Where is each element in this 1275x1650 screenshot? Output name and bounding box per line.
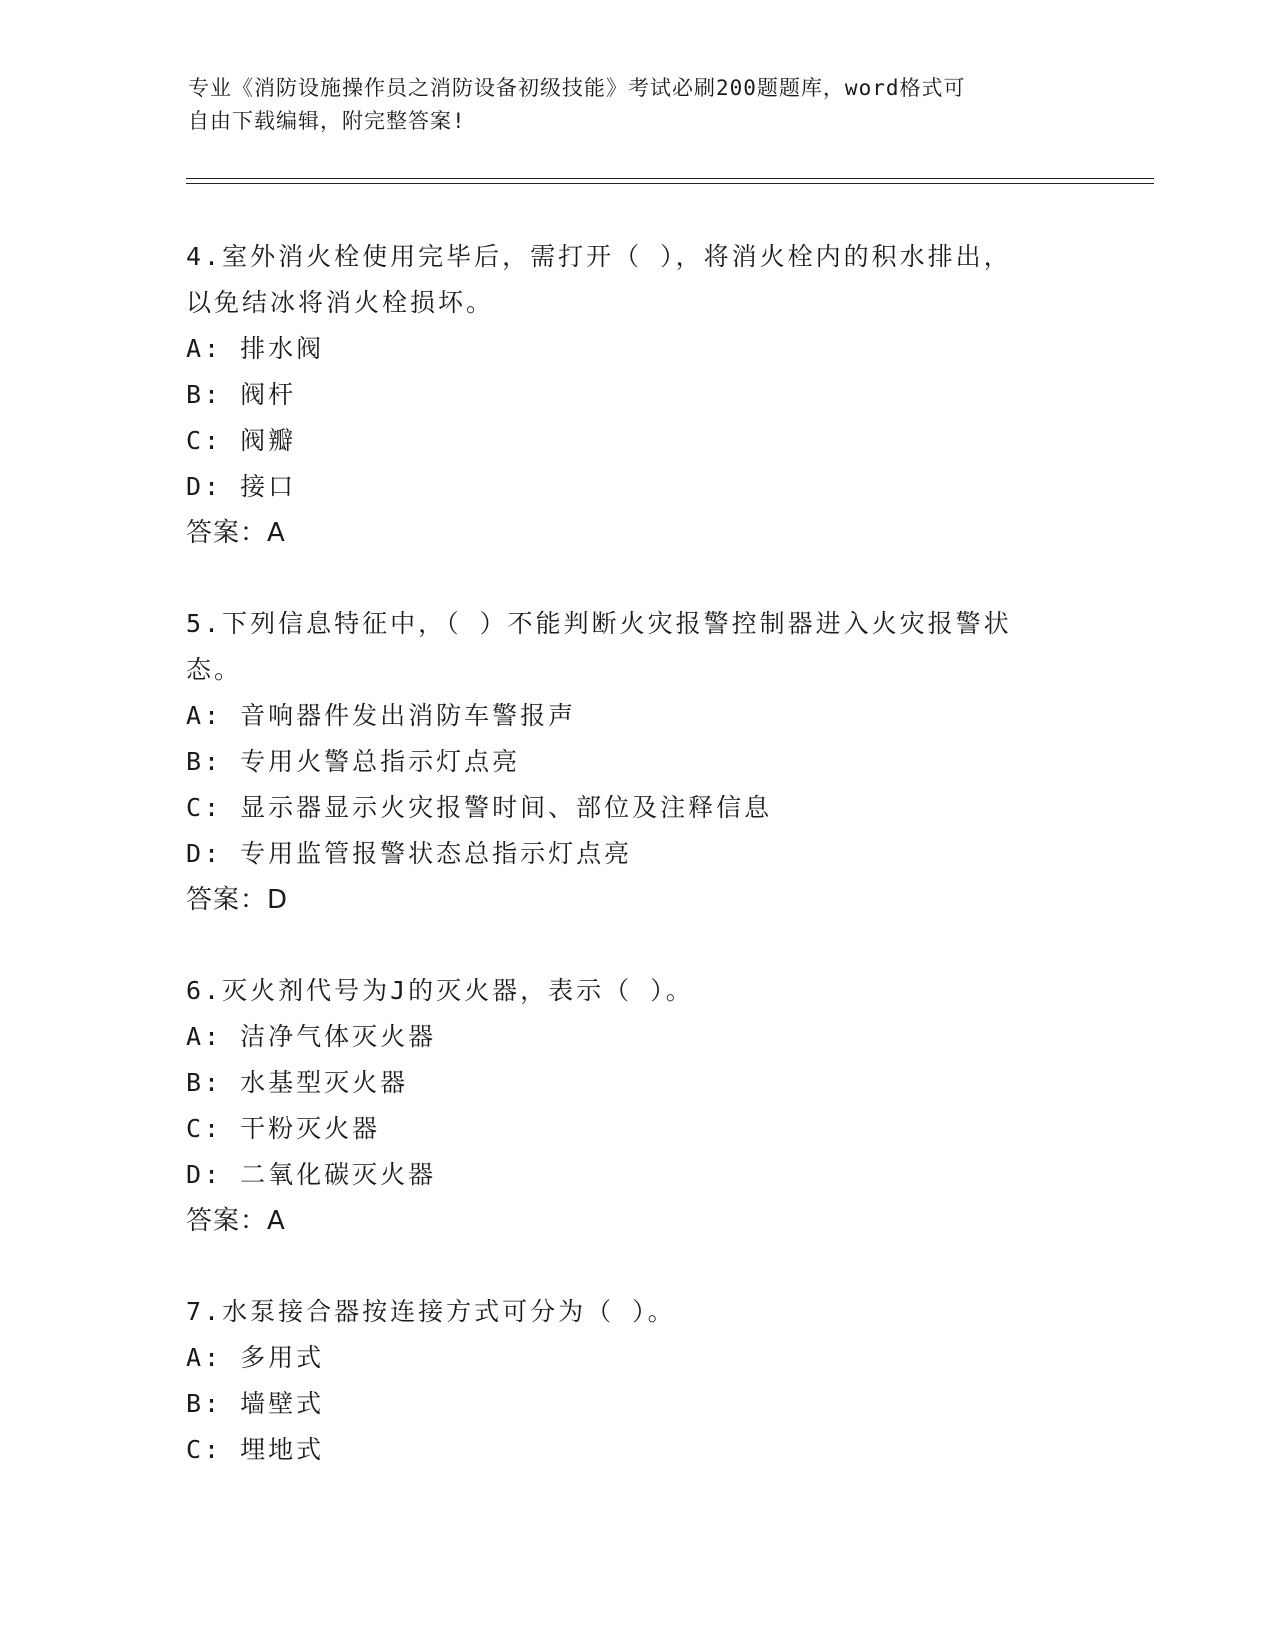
- option-b: B: 专用火警总指示灯点亮: [186, 747, 521, 776]
- answer-label: 答案：D: [186, 885, 289, 915]
- answer-label: 答案：A: [186, 1206, 286, 1236]
- option-a: A: 多用式: [186, 1343, 325, 1372]
- question-text: 6.灭火剂代号为J的灭火器，表示（ ）。: [186, 976, 694, 1005]
- answer-label: 答案：A: [186, 518, 286, 548]
- question-list: [186, 234, 1086, 1518]
- header-line-2: 自由下载编辑，附完整答案!: [188, 109, 466, 133]
- header-divider-top: [186, 178, 1154, 179]
- header-divider-bottom: [186, 183, 1154, 184]
- option-d: D: 专用监管报警状态总指示灯点亮: [186, 839, 633, 868]
- question-text: 7.水泵接合器按连接方式可分为（ ）。: [186, 1297, 676, 1326]
- option-b: B: 阀杆: [186, 380, 297, 409]
- option-a: A: 音响器件发出消防车警报声: [186, 701, 577, 730]
- question-text: 4.室外消火栓使用完毕后，需打开（ ），将消火栓内的积水排出，: [186, 242, 1012, 271]
- option-a: A: 排水阀: [186, 334, 325, 363]
- question-4: [186, 234, 1086, 556]
- option-c: C: 显示器显示火灾报警时间、部位及注释信息: [186, 793, 773, 822]
- option-d: D: 二氧化碳灭火器: [186, 1160, 437, 1189]
- question-5: [186, 601, 1086, 923]
- option-c: C: 阀瓣: [186, 426, 297, 455]
- document-header: [188, 72, 1068, 138]
- option-c: C: 埋地式: [186, 1435, 325, 1464]
- option-b: B: 墙壁式: [186, 1389, 325, 1418]
- option-a: A: 洁净气体灭火器: [186, 1022, 437, 1051]
- header-line-1: 专业《消防设施操作员之消防设备初级技能》考试必刷200题题库，word格式可: [188, 76, 966, 100]
- option-d: D: 接口: [186, 472, 297, 501]
- option-c: C: 干粉灭火器: [186, 1114, 381, 1143]
- question-text: 态。: [186, 655, 243, 684]
- question-7: [186, 1289, 1086, 1473]
- option-b: B: 水基型灭火器: [186, 1068, 409, 1097]
- question-6: [186, 968, 1086, 1244]
- question-text: 5.下列信息特征中，（ ）不能判断火灾报警控制器进入火灾报警状: [186, 609, 1012, 638]
- question-text: 以免结冰将消火栓损坏。: [186, 288, 495, 317]
